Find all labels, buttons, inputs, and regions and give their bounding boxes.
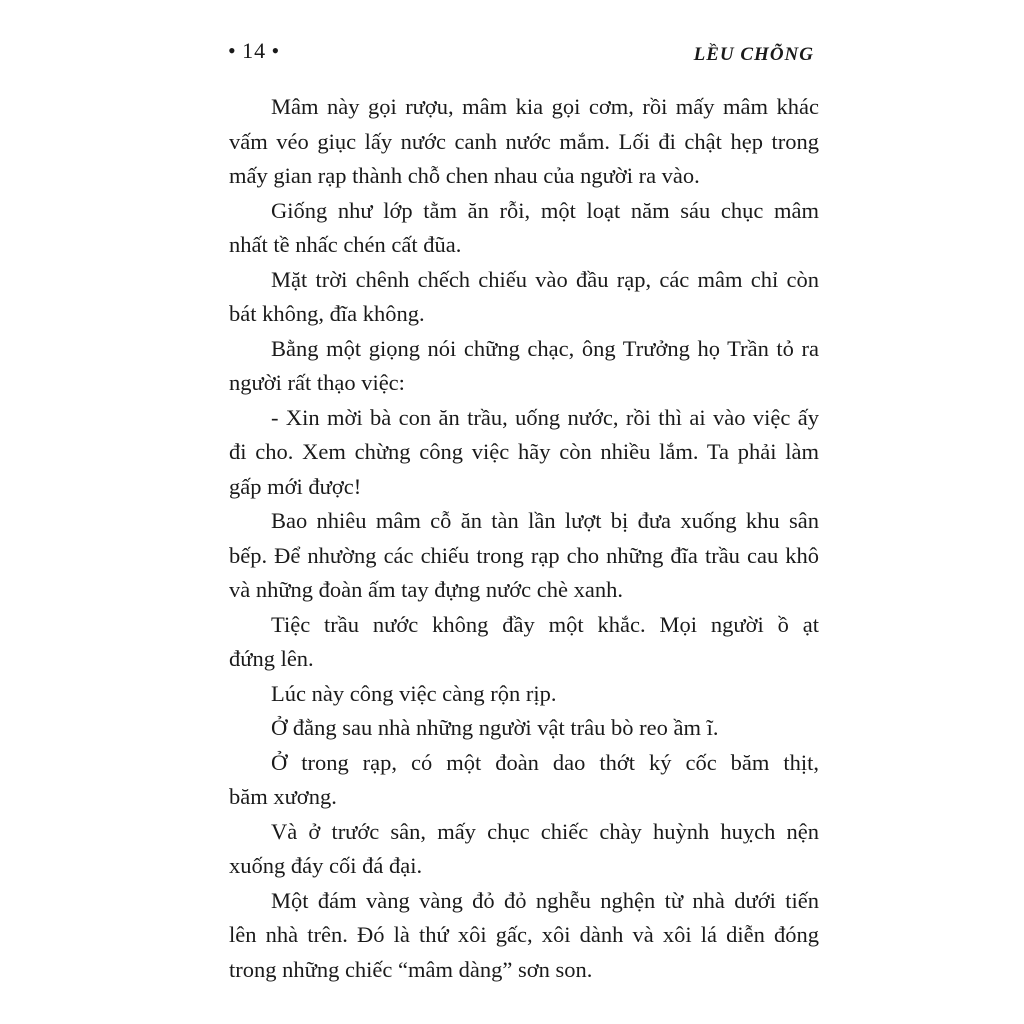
page-header — [228, 38, 814, 74]
text-line: Lúc này công việc càng rộn rịp. — [271, 680, 557, 706]
text-line: - Xin mời bà con ăn trầu, uống nước, rồi thì ai vào việc ấy — [271, 404, 819, 430]
paragraph — [229, 263, 819, 332]
text-line: đi cho. Xem chừng công việc hãy còn nhiều lắm. Ta phải làm — [229, 439, 819, 464]
paragraph — [229, 608, 819, 677]
text-line: Bằng một giọng nói chững chạc, ông Trưởng họ Trần tỏ ra — [271, 335, 819, 361]
text-line: Ở trong rạp, có một đoàn dao thớt ký cốc băm thịt, — [271, 749, 819, 775]
paragraph — [229, 194, 819, 263]
text-line: bát không, đĩa không. — [229, 301, 425, 326]
running-title: LỀU CHÕNG — [693, 44, 814, 65]
text-line: gấp mới được! — [229, 473, 362, 499]
paragraph — [229, 504, 819, 608]
text-line: Mặt trời chênh chếch chiếu vào đầu rạp, các mâm chỉ còn — [271, 266, 819, 292]
paragraph — [229, 746, 819, 815]
text-line: bếp. Để nhường các chiếu trong rạp cho những đĩa trầu cau khô — [229, 542, 819, 568]
text-line: Và ở trước sân, mấy chục chiếc chày huỳnh huỵch nện — [271, 818, 819, 844]
paragraph — [229, 332, 819, 401]
text-line: nhất tề nhấc chén cất đũa. — [229, 232, 462, 257]
paragraph — [229, 90, 819, 194]
text-line: lên nhà trên. Đó là thứ xôi gấc, xôi dành và xôi lá diễn đóng — [229, 922, 819, 947]
text-line: trong những chiếc “mâm dàng” sơn son. — [229, 956, 593, 982]
paragraph — [229, 401, 819, 505]
text-line: băm xương. — [229, 784, 337, 809]
paragraph — [229, 884, 819, 988]
page-number: • 14 • — [228, 38, 281, 63]
text-line: Ở đằng sau nhà những người vật trâu bò reo ầm ĩ. — [271, 715, 719, 740]
text-line: Một đám vàng vàng đỏ đỏ nghễu nghện từ nhà dưới tiến — [271, 887, 819, 913]
text-line: và những đoàn ấm tay đựng nước chè xanh. — [229, 577, 624, 602]
text-line: Giống như lớp tằm ăn rỗi, một loạt năm sáu chục mâm — [271, 197, 819, 223]
text-line: người rất thạo việc: — [229, 370, 405, 395]
paragraph — [229, 815, 819, 884]
text-line: Bao nhiêu mâm cỗ ăn tàn lần lượt bị đưa xuống khu sân — [271, 508, 819, 533]
text-line: Tiệc trầu nước không đầy một khắc. Mọi người ồ ạt — [271, 611, 819, 637]
body-text — [229, 90, 819, 987]
paragraph — [229, 711, 819, 746]
paragraph — [229, 677, 819, 712]
text-line: vấm véo giục lấy nước canh nước mắm. Lối đi chật hẹp trong — [229, 128, 819, 154]
text-line: đứng lên. — [229, 646, 314, 671]
text-line: Mâm này gọi rượu, mâm kia gọi cơm, rồi mấy mâm khác — [271, 94, 819, 119]
text-line: mấy gian rạp thành chỗ chen nhau của người ra vào. — [229, 163, 700, 188]
text-line: xuống đáy cối đá đại. — [229, 853, 423, 878]
